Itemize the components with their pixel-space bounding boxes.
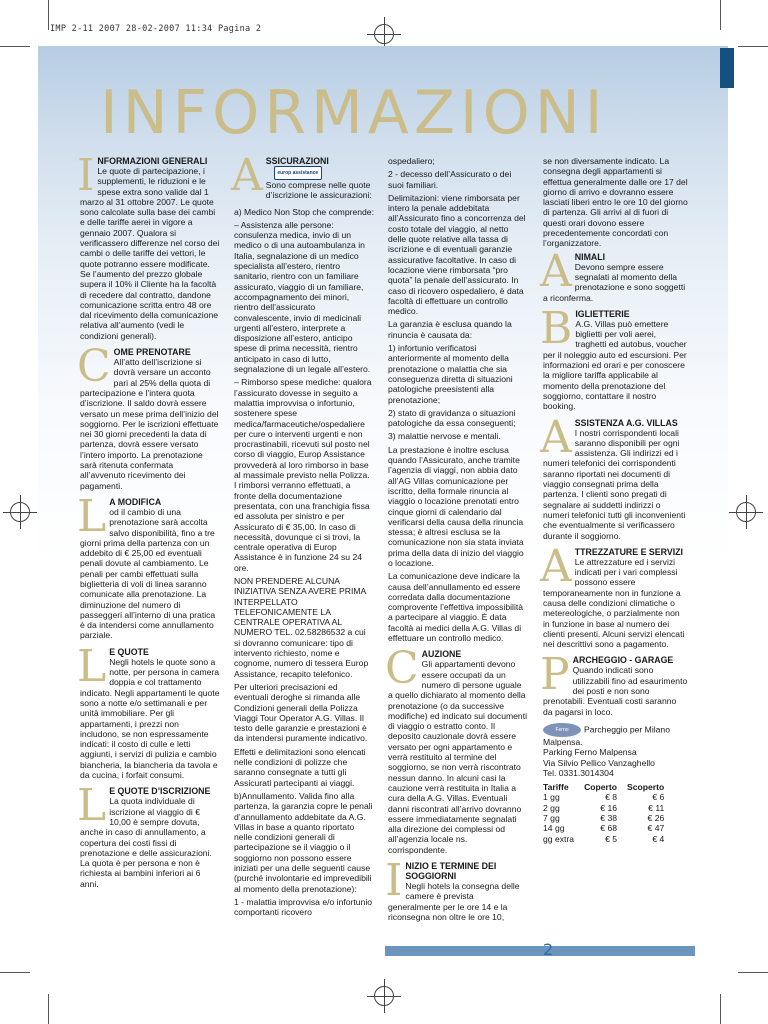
section-quote-iscrizione bbox=[77, 780, 220, 889]
column-header: Coperto bbox=[584, 782, 618, 793]
footer-bar bbox=[385, 946, 695, 956]
table-cell: € 47 bbox=[647, 823, 665, 834]
section-tab bbox=[720, 48, 734, 88]
section-attrezzature bbox=[540, 540, 688, 650]
paragraph: se non diversamente indicato. La consegna degli appartamenti si effettua generalmente dalle ore 17 del giorno di arrivo e dovranno essere lasciati liberi entro le ore 10 del giorno di partenza. Gli arrivi al di fuori di questi orari dovono essere precedentemente concordati con l’organizzatore. bbox=[543, 156, 688, 249]
drop-cap: I bbox=[385, 855, 403, 906]
crop-mark bbox=[0, 972, 30, 973]
section-title: SSICURAZIONIeurop assistance bbox=[234, 156, 374, 180]
section-title: OME PRENOTARE bbox=[113, 347, 191, 358]
drop-cap: P bbox=[540, 649, 570, 701]
table-cell: € 26 bbox=[647, 813, 665, 824]
paragraph: Effetti e delimitazioni sono elencati nelle condizioni di polizze che saranno consegnate a tutti gli Assicurati partecipanti ai viaggi. bbox=[234, 746, 366, 788]
section-body: od il cambio di una prenotazione sarà accolta salvo disponibilità, fino a tre giorni prima della partenza con un addebito di € 25,00 ed eventuali penali dovute al cambiamento. Le penali per cambi effettuati sulla biglietteria di voli di linea saranno comunicate alla prenotazione. La diminuzione del numero di passeggeri all’interno di una pratica è da intendersi come annullamento parziale. bbox=[80, 506, 216, 641]
table-cell: gg extra bbox=[543, 833, 575, 844]
crop-mark bbox=[720, 994, 721, 1024]
table-cell: 2 gg bbox=[543, 802, 560, 813]
paragraph: ospedaliero; bbox=[388, 156, 435, 166]
paragraph: NON PRENDERE ALCUNA INIZIATIVA SENZA AVERE PRIMA INTERPELLATO TELEFONICAMENTE LA CENTRALE OPERATIVA AL NUMERO TEL. 02.58286532 a cui si dovranno comunicare: tipo di intervento richiesto, nome e cognome, numero di tessera Europ Assistance, recapito telefonico. bbox=[234, 575, 369, 679]
paragraph: La comunicazione deve indicare la causa dell’annullamento ed essere corredata dalla documentazione comprovente l’effettiva impossibilità a partecipare al viaggio. È data facoltà ai medici della A.G. Villas di effettuare un controllo medico. bbox=[388, 571, 524, 644]
column-header: Tariffe bbox=[543, 782, 569, 793]
crop-mark bbox=[0, 46, 30, 47]
section-come-prenotare bbox=[77, 341, 220, 491]
drop-cap: A bbox=[540, 540, 572, 592]
table-row bbox=[543, 803, 674, 813]
section-title: E QUOTE bbox=[109, 646, 149, 657]
column-1 bbox=[77, 150, 220, 895]
section-body: Negli hotels la consegna delle camere è prevista generalmente per le ore 14 e la riconsegna non oltre le ore 10, bbox=[388, 881, 520, 922]
page-headline: INFORMAZIONI bbox=[100, 78, 608, 148]
drop-cap: A bbox=[231, 150, 263, 201]
table-cell: € 16 bbox=[600, 802, 618, 813]
crop-mark bbox=[738, 46, 768, 47]
section-title: AUZIONE bbox=[421, 649, 462, 660]
section-title: SSISTENZA A.G. VILLAS bbox=[574, 417, 678, 428]
section-title: NIMALI bbox=[574, 251, 606, 262]
parking-line: Parking Ferno Malpensa bbox=[543, 747, 637, 758]
section-title: E QUOTE D’ISCRIZIONE bbox=[109, 786, 211, 797]
section-title: ARCHEGGIO - GARAGE bbox=[572, 655, 674, 666]
drop-cap: L bbox=[77, 640, 107, 692]
drop-cap: L bbox=[77, 490, 107, 542]
parking-line: Via Silvio Pellico Vanzaghello bbox=[543, 757, 655, 768]
table-header-row bbox=[543, 782, 674, 792]
table-cell: € 11 bbox=[648, 802, 665, 813]
section-informazioni-generali bbox=[77, 150, 220, 341]
crop-mark bbox=[738, 972, 768, 973]
paragraph: 1 - malattia improvvisa e/o infortunio comportanti ricovero bbox=[234, 896, 373, 918]
section-parcheggio bbox=[540, 649, 688, 717]
table-cell: 1 gg bbox=[543, 792, 560, 803]
section-animali bbox=[540, 245, 688, 303]
drop-cap: B bbox=[540, 302, 573, 354]
section-body: Le quote di partecipazione, i supplementi, le riduzioni e le spese extra sono valide dal 1 marzo al 31 ottobre 2007. Le quote sono calcolate sulla base dei cambi e delle tariffe aerei in vigore a gennaio 2007. Qualora si verificassero differenze nel corso dei cambi o delle tariffe dei vettori, le quote potranno essere modificate. Se l’aumento del prezzo globale supera il 10% il Cliente ha la facoltà di recedere dal contratto, dandone comunicazione scritta entro 48 ore dal ricevimento della comunicazione relativa all’aumento (vedi le condizioni generali). bbox=[80, 166, 220, 341]
table-cell: 7 gg bbox=[543, 813, 560, 824]
parking-phone: Tel. 0331.3014304 bbox=[543, 767, 614, 778]
section-title: NFORMAZIONI GENERALI bbox=[97, 156, 208, 166]
paragraph: La prestazione è inoltre esclusa quando l’Assicurato, anche tramite l’agenzia di viaggi, non abbia dato all’AG Villas comunicazione per iscritto, della formale rinuncia al viaggio o locazione prenotati entro cinque giorni di calendario dal verificarsi della causa della rinuncia stessa; è altresì esclusa se la comunicazione non sia stata inviata prima della data di inizio del viaggio o locazione. bbox=[388, 444, 524, 568]
parking-line: Ferno Parcheggio per Milano Malpensa. bbox=[543, 724, 670, 747]
paragraph: 1) infortunio verificatosi anteriormente al momento della prenotazione o malattia che sia conseguenza diretta di situazioni patologiche preesistenti alla prenotazione; bbox=[388, 343, 513, 405]
section-body: Gli appartamenti devono essere occupati da un numero di persone uguale a quello dichiarato al momento della prenotazione (o da successive modifiche) ed indicato sui documenti di viaggio o estratto conto. Il deposito cauzionale dovrà essere versato per ogni appartamento e verrà restituito al termine del soggiorno, se non verrà riscontrato nessun danno. In alcuni casi la cauzione verrà restituita in Italia a cura della A.G. Villas. Eventuali danni riscontrati all’arrivo dovranno essere immediatamente segnalati alla direzione dei complessi od all’agenzia locale ns. corrispondente. bbox=[388, 659, 528, 855]
insurance-logo: europ assistance bbox=[274, 166, 322, 180]
table-row bbox=[543, 823, 674, 833]
table-cell: € 68 bbox=[600, 823, 618, 834]
section-body: I nostri corrispondenti locali saranno disponibili per ogni assistenza. Gli indirizzi ed i numeri telefonici dei corrispondenti saranno riportati nei documenti di viaggio consegnati prima della partenza. I clienti sono pregati di segnalare ai suddetti indirizzi o numeri telefonici tutti gli inconvenienti che eventualmente si verificassero durante il soggiorno. bbox=[543, 427, 686, 541]
table-cell: € 38 bbox=[600, 813, 618, 824]
registration-mark bbox=[374, 986, 394, 1006]
section-body: Le attrezzature ed i servizi indicati per i vari complessi possono essere temporaneamente non in funzione a causa delle condizioni climatiche o metereologiche, o parzialmente non in funzione in base al numero dei clienti presenti. Alcuni servizi elencati nei descrittivi sono a pagamento. bbox=[543, 556, 685, 650]
section-body: Quando indicati sono utilizzabili fino ad esaurimento dei posti e non sono prenotabili. Eventuali costi saranno da pagarsi in loco. bbox=[543, 665, 688, 717]
paragraph: a) Medico Non Stop che comprende: bbox=[234, 206, 374, 217]
section-assicurazioni bbox=[231, 150, 374, 201]
table-cell: 14 gg bbox=[543, 823, 565, 834]
drop-cap: C bbox=[77, 341, 111, 393]
registration-mark bbox=[374, 24, 394, 44]
section-body: Devono sempre essere segnalati al momento della prenotazione e sono soggetti a riconferma. bbox=[543, 261, 686, 303]
parking-info bbox=[543, 723, 688, 844]
table-cell: € 5 bbox=[605, 833, 618, 844]
column-header: Scoperto bbox=[627, 782, 665, 793]
section-body: All’atto dell’iscrizione si dovrà versare un acconto pari al 25% della quota di partecipazione e l’intera quota d’iscrizione. Il saldo dovrà essere versato un mese prima dell’inizio del soggiorno. Per le iscrizioni effettuate nei 30 giorni precedenti la data di partenza, dovrà essere versato l’intero importo. La prenotazione sarà ritenuta confermata all’avvenuto ricevimento dei pagamenti. bbox=[80, 357, 219, 491]
registration-mark bbox=[10, 502, 30, 522]
drop-cap: C bbox=[385, 643, 419, 695]
paragraph: Delimitazioni: viene rimborsata per intero la penale addebitata all’Assicurato fino a concorrenza del costo totale del viaggio, al netto delle quote relative alla tassa di iscrizione e di eventuali garanzie assicurative facoltative. In caso di locazione viene rimborsata “pro quota” la penale dell’assicurato. In caso di ricovero ospedaliero, è data facoltà di effettuare un controllo medico. bbox=[388, 192, 526, 317]
page-number: 2 bbox=[543, 940, 554, 959]
paragraph: 2) stato di gravidanza o situazioni patologiche da essa conseguenti; bbox=[388, 407, 516, 429]
section-title: NIZIO E TERMINE DEI SOGGIORNI bbox=[405, 861, 497, 881]
column-4 bbox=[540, 156, 688, 844]
paragraph: Per ulteriori precisazioni ed eventuali deroghe si rimanda alle Condizioni generali della Polizza Viaggi Tour Operator A.G. Villas. Il testo delle garanzie e prestazioni è da intendersi puramente indicativo. bbox=[234, 681, 368, 744]
section-body: Negli hotels le quote sono a notte, per persona in camera doppia e col trattamento indicato. Negli appartamenti le quote sono a notte e/o settimanali e per unità immobiliare. Per gli appartamenti, i prezzi non includono, se non espressamente indicati: il costo di culle e letti aggiunti, i servizi di pulizia e cambio biancheria, la biancheria da tavola e da cucina, i forfait consumi. bbox=[80, 656, 220, 781]
section-title: A MODIFICA bbox=[109, 496, 162, 507]
section-biglietterie bbox=[540, 302, 688, 412]
section-intro: Sono comprese nelle quote d’iscrizione le assicurazioni: bbox=[265, 180, 372, 201]
crop-mark bbox=[48, 994, 49, 1024]
table-cell: € 8 bbox=[605, 792, 618, 803]
paragraph: – Rimborso spese mediche: qualora l’assicurato dovesse in seguito a malattia improvvisa o infortunio, sostenere spese medica/farmaceutiche/ospedaliere per cure o interventi urgenti e non procrastinabili, ricevuti sul posto nel corso di viaggio, Europ Assistance provvederà al loro rimborso in base al massimale previsto nella Polizza. I rimborsi verranno effettuati, a fronte della documentazione presentata, con una franchigia fissa ed assoluta per sinistro e per Assicurato di € 35,00. In caso di necessità, dovunque ci si trovi, la centrale operativa di Europ Assistance è in funzione 24 su 24 ore. bbox=[234, 377, 372, 573]
section-title: IGLIETTERIE bbox=[575, 308, 630, 319]
parking-rates-table bbox=[543, 782, 674, 844]
parking-logo: Ferno bbox=[543, 723, 581, 737]
drop-cap: A bbox=[540, 411, 572, 463]
section-title: TTREZZATURE E SERVIZI bbox=[574, 546, 683, 557]
paragraph: 3) malattie nervose e mentali. bbox=[388, 431, 501, 442]
section-le-quote bbox=[77, 640, 220, 781]
table-cell: € 6 bbox=[652, 792, 665, 803]
section-la-modifica bbox=[77, 490, 220, 641]
table-row bbox=[543, 834, 674, 844]
paragraph: – Assistenza alle persone: consulenza medica, invio di un medico o di una autoambulanza in Italia, segnalazione di un medico specialista all’estero, rientro sanitario, rientro con un familiare assicurato, viaggio di un familiare, accompagnamento dei minori, rientro dell’assicurato convalescente, invio di medicinali urgenti all’estero, interprete a disposizione all’estero, anticipo spese di prima necessità, rientro anticipato in caso di lutto, segnalazione di un legale all’estero. bbox=[234, 219, 371, 375]
section-assistenza bbox=[540, 411, 688, 541]
section-inizio-termine bbox=[385, 855, 528, 922]
table-row bbox=[543, 813, 674, 823]
section-body: A.G. Villas può emettere biglietti per voli aerei, traghetti ed autobus, voucher per il noleggio auto ed escursioni. Per informazioni ed orari e per conoscere la migliore tariffa applicabile al momento della prenotazione del soggiorno, contattare il nostro booking. bbox=[543, 318, 687, 412]
table-row bbox=[543, 792, 674, 802]
column-3 bbox=[385, 156, 528, 928]
crop-mark bbox=[720, 0, 721, 30]
table-cell: € 4 bbox=[652, 833, 665, 844]
paragraph: La garanzia è esclusa quando la rinuncia è causata da: bbox=[388, 319, 512, 340]
paragraph: b)Annullamento. Valida fino alla partenza, la garanzia copre le penali d’annullamento addebitate da A.G. Villas in base a quanto riportato nelle condizioni generali di partecipazione se il viaggio o il soggiorno non possono essere iniziati per una delle seguenti cause (purché involontarie ed imprevedibili al momento della prenotazione): bbox=[234, 790, 373, 894]
column-2 bbox=[231, 150, 374, 920]
section-body: La quota individuale di iscrizione al viaggio di € 10,00 è sempre dovuta, anche in caso di annullamento, a copertura dei costi fissi di prenotazione e delle assicurazioni. La quota è per persona e non è richiesta ai bambini inferiori ai 6 anni. bbox=[80, 796, 212, 889]
paragraph: 2 - decesso dell’Assicurato o dei suoi familiari. bbox=[388, 169, 512, 190]
drop-cap: L bbox=[77, 780, 107, 832]
registration-mark bbox=[736, 502, 756, 522]
drop-cap: I bbox=[77, 150, 95, 201]
crop-mark bbox=[48, 0, 49, 30]
print-slug: IMP 2-11 2007 28-02-2007 11:34 Pagina 2 bbox=[50, 24, 262, 34]
section-cauzione bbox=[385, 643, 528, 855]
drop-cap: A bbox=[540, 245, 572, 297]
